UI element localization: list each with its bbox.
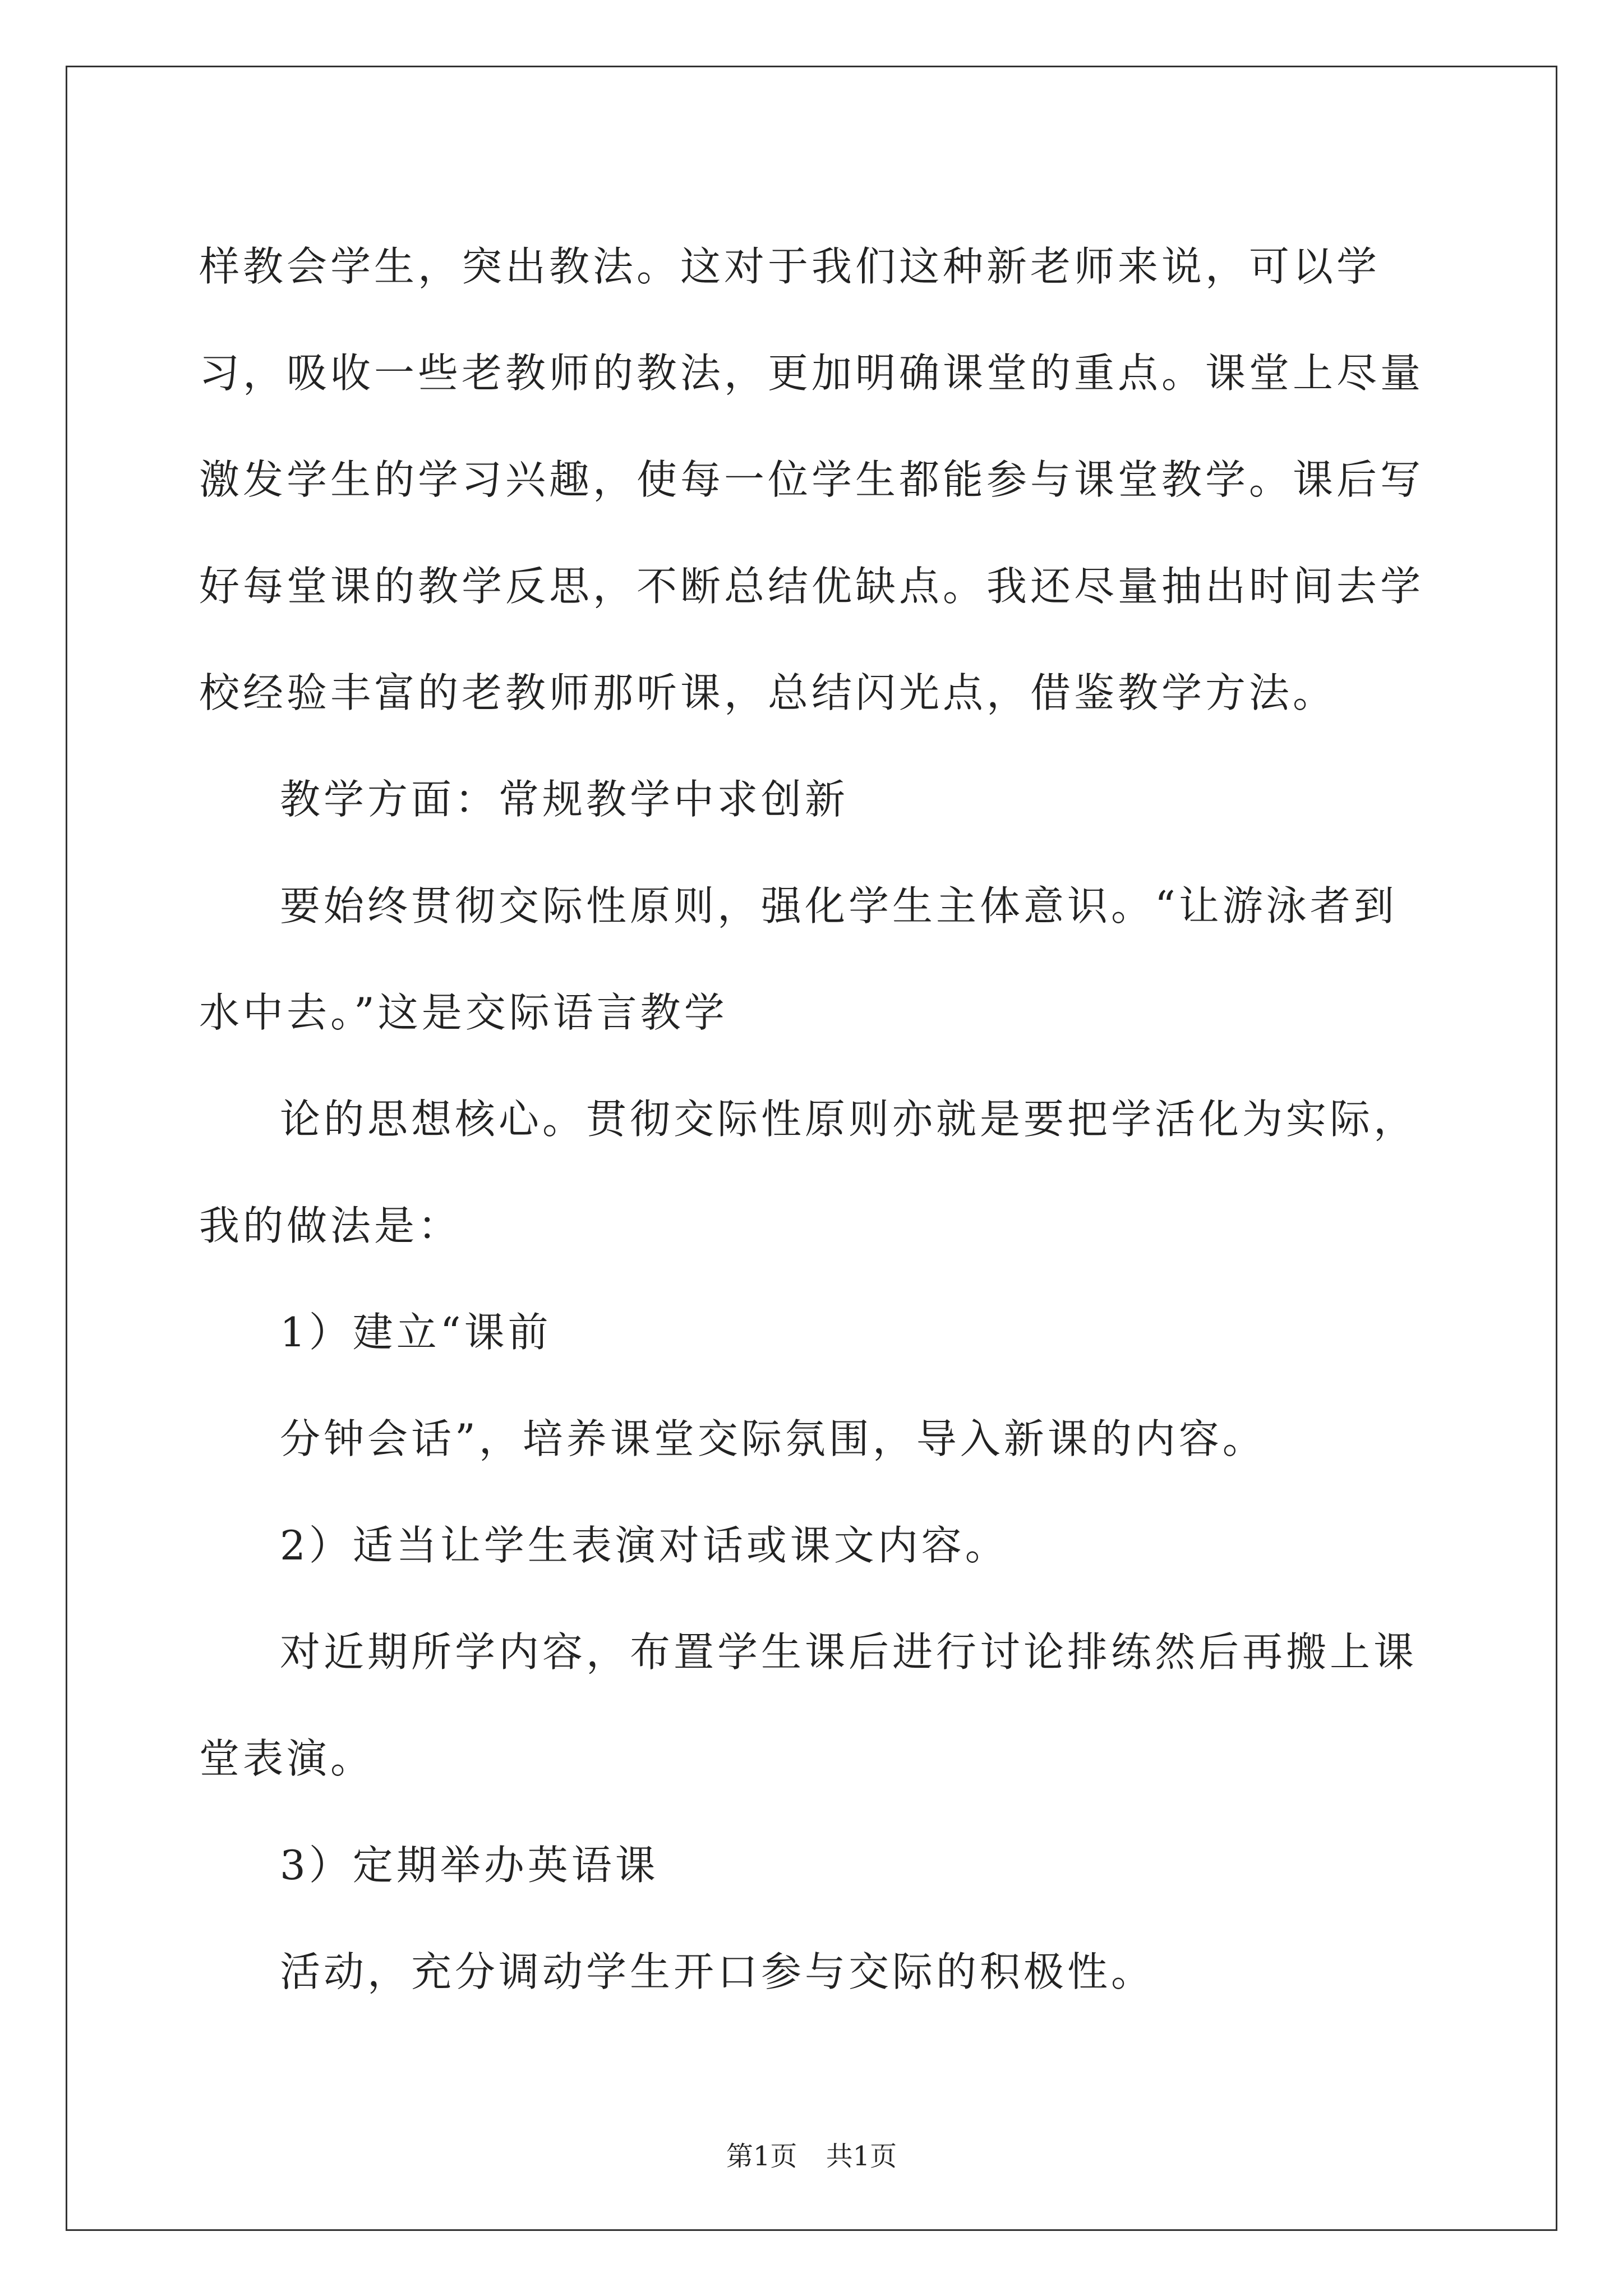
page-footer (0, 2134, 1623, 2173)
paragraph: 样教会学生，突出教法。这对于我们这种新老师来说，可以学习，吸收一些老教师的教法，更加明确课堂的重点。课堂上尽量激发学生的学习兴趣，使每一位学生都能参与课堂教学。课后写好每堂课的教学反思，不断总结优缺点。我还尽量抽出时间去学校经验丰富的老教师那听课，总结闪光点，借鉴教学方法。 (199, 243, 1424, 716)
list-item: 2）适当让学生表演对话或课文内容。 (280, 1522, 1009, 1569)
document-body (199, 213, 1433, 2025)
section-heading: 教学方面：常规教学中求创新 (280, 776, 849, 823)
page-number: 第1页 (726, 2141, 797, 2172)
paragraph: 活动，充分调动学生开口参与交际的积极性。 (280, 1948, 1155, 1995)
page-total: 共1页 (826, 2141, 897, 2172)
paragraph: 分钟会话”，培养课堂交际氛围，导入新课的内容。 (280, 1415, 1266, 1462)
list-item: 3）定期举办英语课 (280, 1842, 659, 1889)
paragraph: 要始终贯彻交际性原则，强化学生主体意识。“让游泳者到水中去。”这是交际语言教学 (199, 882, 1398, 1036)
paragraph: 对近期所学内容，布置学生课后进行讨论排练然后再搬上课堂表演。 (199, 1628, 1418, 1782)
list-item: 1）建立“课前 (280, 1309, 552, 1356)
paragraph: 论的思想核心。贯彻交际性原则亦就是要把学活化为实际，我的做法是： (199, 1096, 1418, 1249)
